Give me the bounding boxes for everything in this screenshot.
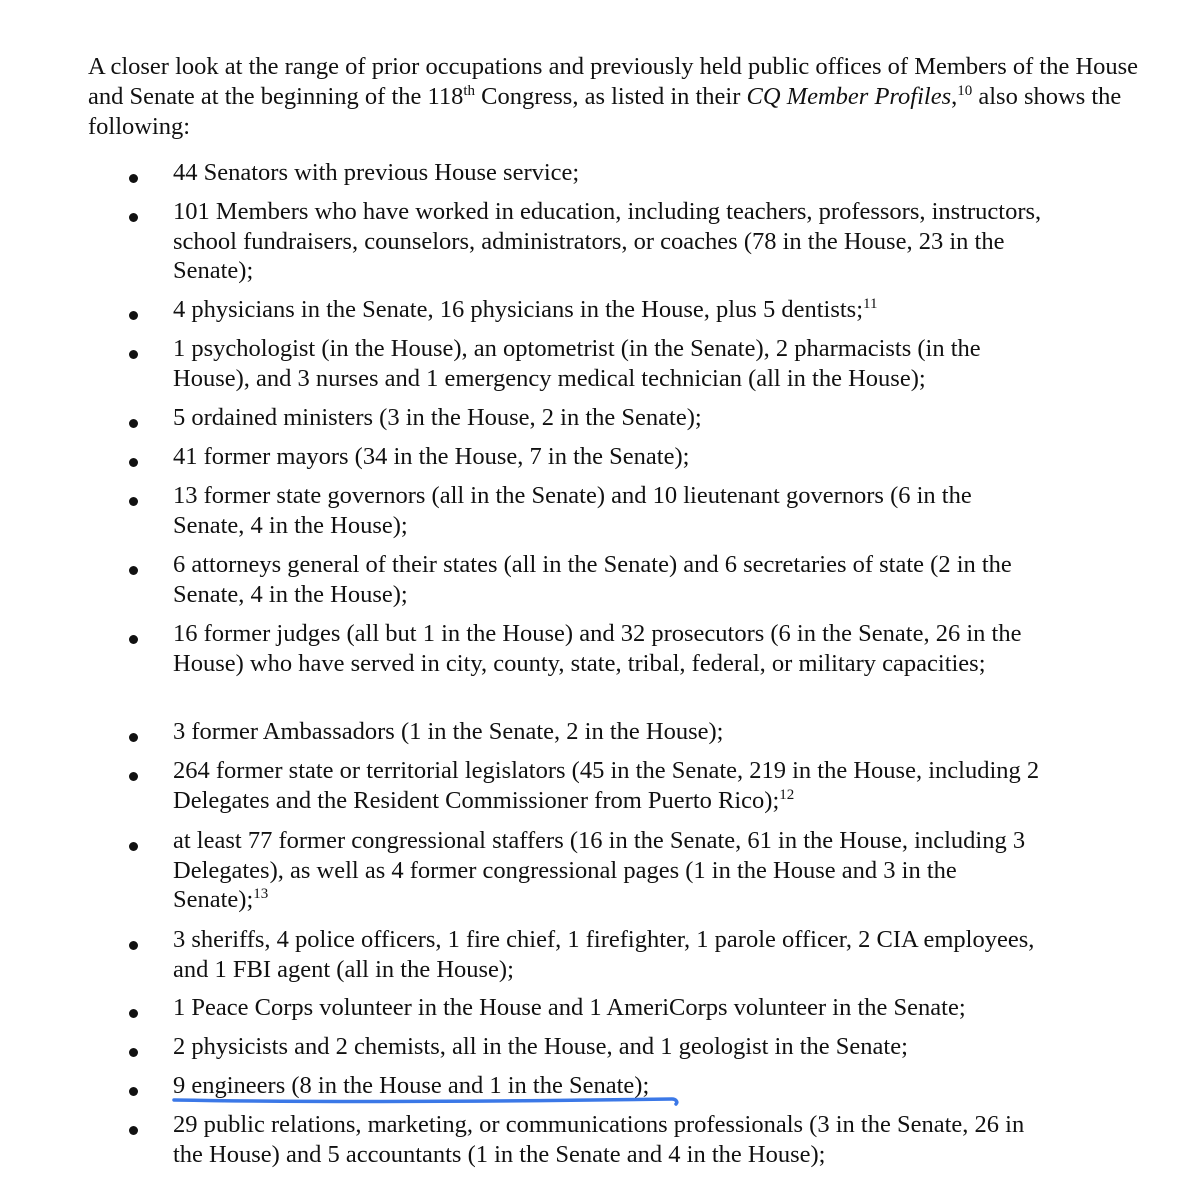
bullet-text: 9 engineers (8 in the House and 1 in the Senate); — [173, 1072, 650, 1099]
bullet-dot-icon — [129, 1009, 138, 1018]
bullet-text: 41 former mayors (34 in the House, 7 in the Senate); — [173, 443, 690, 470]
bullet-dot-icon — [129, 174, 138, 183]
bullet-text: 101 Members who have worked in education, including teachers, professors, instructors, school fundraisers, counselors, administrators, or coaches (78 in the House, 23 in the Senate); — [173, 198, 1042, 284]
bullet-dot-icon — [129, 311, 138, 320]
bullet-dot-icon — [129, 842, 138, 851]
intro-paragraph — [88, 52, 1148, 142]
underline-stroke — [174, 1099, 677, 1104]
intro-text-4: also shows the following: — [88, 83, 1122, 140]
bullet-text: 2 physicists and 2 chemists, all in the House, and 1 geologist in the Senate; — [173, 1033, 908, 1060]
bullet-dot-icon — [129, 458, 138, 467]
intro-text-2: Congress, as listed in their — [475, 83, 747, 110]
bullet-text: 16 former judges (all but 1 in the House) and 32 prosecutors (6 in the Senate, 26 in the House) who have served in city, county, state, tribal, federal, or military capacities; — [173, 620, 1022, 677]
bullet-dot-icon — [129, 1048, 138, 1057]
bullet-text: 4 physicians in the Senate, 16 physicians in the House, plus 5 dentists;$^{11}$ — [173, 296, 878, 323]
bullet-text: 1 Peace Corps volunteer in the House and 1 AmeriCorps volunteer in the Senate; — [173, 994, 966, 1021]
footnote-ref-10: 10 — [957, 83, 973, 99]
intro-text-1: A closer look at the range of prior occupations and previously held public offices of Members of the House and Senate at the beginning of the 118 — [88, 53, 1139, 110]
bullet-text: 6 attorneys general of their states (all in the Senate) and 6 secretaries of state (2 in the Senate, 4 in the House); — [173, 551, 1012, 608]
bullet-dot-icon — [129, 1126, 138, 1135]
bullet-dot-icon — [129, 566, 138, 575]
bullet-text: 44 Senators with previous House service; — [173, 159, 580, 186]
bullet-dot-icon — [129, 941, 138, 950]
bullet-text: 264 former state or territorial legislators (45 in the Senate, 219 in the House, including 2 Delegates and the Resident Commissioner from Puerto Rico);$^{12}$ — [173, 757, 1040, 814]
bullet-text: 3 former Ambassadors (1 in the Senate, 2 in the House); — [173, 718, 724, 745]
bullet-dot-icon — [129, 1087, 138, 1096]
bullet-text: 5 ordained ministers (3 in the House, 2 in the Senate); — [173, 404, 702, 431]
ordinal-superscript: th — [463, 83, 476, 99]
cq-member-profiles-title: CQ Member Profiles — [746, 83, 952, 110]
bullet-text: 13 former state governors (all in the Senate) and 10 lieutenant governors (6 in the Senate, 4 in the House); — [173, 482, 972, 539]
bullet-text: 3 sheriffs, 4 police officers, 1 fire chief, 1 firefighter, 1 parole officer, 2 CIA employees, and 1 FBI agent (all in the House); — [173, 926, 1035, 983]
bullet-dot-icon — [129, 419, 138, 428]
hand-drawn-underline-annotation — [172, 1096, 680, 1106]
bullet-dot-icon — [129, 497, 138, 506]
bullet-text: at least 77 former congressional staffers (16 in the Senate, 61 in the House, including 3 Delegates), as well as 4 former congressional pages (1 in the House and 3 in the Senate);$^{13}$ — [173, 827, 1026, 913]
bullet-dot-icon — [129, 213, 138, 222]
bullet-text: 1 psychologist (in the House), an optometrist (in the Senate), 2 pharmacists (in the House), and 3 nurses and 1 emergency medical technician (all in the House); — [173, 335, 981, 392]
bullet-dot-icon — [129, 635, 138, 644]
intro-text-3: , — [951, 83, 958, 110]
bullet-dot-icon — [129, 772, 138, 781]
bullet-dot-icon — [129, 733, 138, 742]
bullet-dot-icon — [129, 350, 138, 359]
bullet-text: 29 public relations, marketing, or communications professionals (3 in the Senate, 26 in the House) and 5 accountants (1 in the Senate and 4 in the House); — [173, 1111, 1025, 1168]
